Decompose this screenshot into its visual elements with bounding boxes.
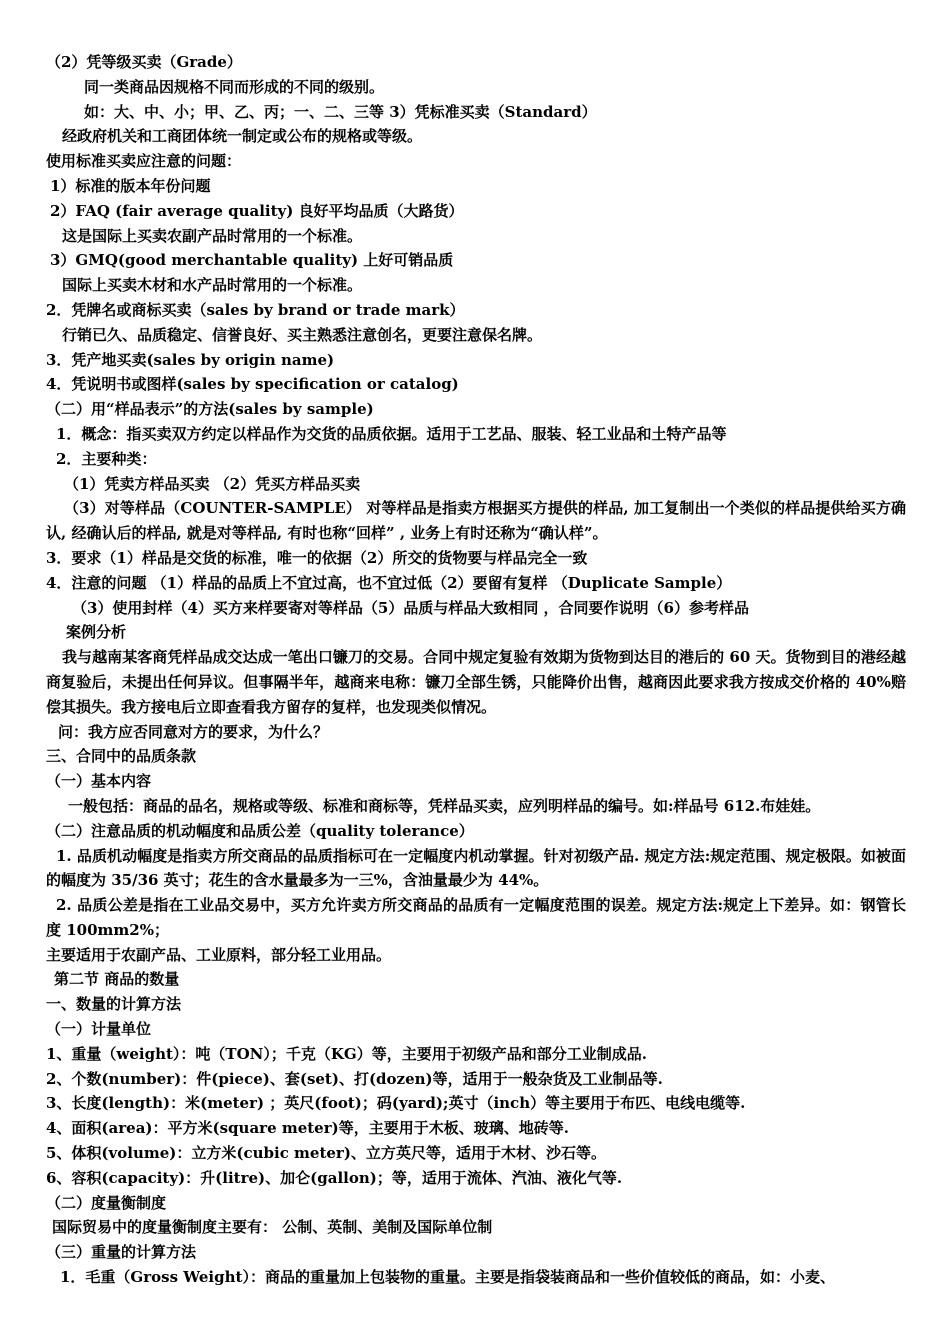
text-line: 3．要求（1）样品是交货的标准，唯一的依据（2）所交的货物要与样品完全一致: [46, 548, 588, 567]
text-line: 2. 品质公差是指在工业品交易中，买方允许卖方所交商品的品质有一定幅度范围的误差。规定方法:规定上下差异。如：钢管长度 100mm2%；: [46, 896, 906, 939]
text-line: 1、重量（weight）：吨（TON）；千克（KG）等，主要用于初级产品和部分工业制成品.: [46, 1044, 647, 1063]
text-line: （一）基本内容: [46, 772, 152, 791]
text-line: 主要适用于农副产品、工业原料，部分轻工业用品。: [46, 945, 392, 964]
text-line: （3）使用封样（4）买方来样要寄对等样品（5）品质与样品大致相同 ，合同要作说明（6）参考样品: [72, 598, 749, 617]
text-line: 4．注意的问题 （1）样品的品质上不宜过高，也不宜过低（2）要留有复样 （Duplicate Sample）: [46, 573, 732, 592]
text-line: 2）FAQ (fair average quality) 良好平均品质（大路货）: [50, 201, 464, 220]
text-line: 3．凭产地买卖(sales by origin name): [46, 350, 335, 369]
text-line: 4、面积(area)：平方米(square meter)等，主要用于木板、玻璃、地砖等.: [46, 1119, 569, 1138]
text-line: （2）凭等级买卖（Grade）: [46, 53, 242, 71]
text-line: 案例分析: [66, 623, 127, 642]
text-line: （二）度量衡制度: [46, 1193, 167, 1212]
text-line: 1．毛重（Gross Weight）：商品的重量加上包装物的重量。主要是指袋装商品和一些价值较低的商品，如：小麦、: [60, 1268, 835, 1287]
text-line: 经政府机关和工商团体统一制定或公布的规格或等级。: [62, 127, 423, 146]
text-line: 1．概念：指买卖双方约定以样品作为交货的品质依据。适用于工艺品、服装、轻工业品和土特产品等: [56, 424, 727, 443]
text-line: 6、容积(capacity)：升(litre)、加仑(gallon)；等，适用于流体、汽油、液化气等.: [46, 1168, 623, 1187]
text-line: 2．主要种类：: [56, 449, 157, 468]
text-line: 国际贸易中的度量衡制度主要有： 公制、英制、美制及国际单位制: [52, 1218, 493, 1237]
text-line: 国际上买卖木材和水产品时常用的一个标准。: [62, 276, 363, 295]
text-line: 3）GMQ(good merchantable quality) 上好可销品质: [50, 251, 454, 270]
text-line: （1）凭卖方样品买卖 （2）凭买方样品买卖: [64, 474, 361, 493]
text-line: 1. 品质机动幅度是指卖方所交商品的品质指标可在一定幅度内机动掌握。针对初级产品. 规定方法:规定范围、规定极限。如被面的幅度为 35/36 英寸；花生的含水量最多为一三%，含油量最少为 44%。: [46, 846, 906, 890]
text-line: 这是国际上买卖农副产品时常用的一个标准。: [62, 226, 363, 245]
text-line: 如：大、中、小；甲、乙、丙；一、二、三等 3）凭标准买卖（Standard）: [84, 102, 597, 121]
text-line: 4．凭说明书或图样(sales by specification or catalog): [46, 375, 459, 394]
text-line: 问：我方应否同意对方的要求，为什么？: [58, 722, 329, 741]
text-line: 1）标准的版本年份问题: [50, 176, 211, 195]
text-line: 一般包括：商品的品名，规格或等级、标准和商标等，凭样品买卖，应列明样品的编号。如:样品号 612.布娃娃。: [68, 796, 821, 815]
text-line: 2．凭牌名或商标买卖（sales by brand or trade mark）: [46, 300, 465, 319]
text-line: 2、个数(number)：件(piece)、套(set)、打(dozen)等，适用于一般杂货及工业制品等.: [46, 1069, 663, 1088]
text-line: 3、长度(length)：米(meter) ；英尺(foot)；码(yard);英寸（inch）等主要用于布匹、电线电缆等.: [46, 1094, 746, 1113]
text-line: （一）计量单位: [46, 1020, 152, 1039]
text-line: 同一类商品因规格不同而形成的不同的级别。: [84, 77, 385, 96]
text-line: （二）注意品质的机动幅度和品质公差（quality tolerance）: [46, 821, 474, 840]
document-body: [46, 50, 906, 1290]
text-line: 使用标准买卖应注意的问题：: [46, 152, 242, 171]
text-line: （三）重量的计算方法: [46, 1243, 197, 1262]
text-line: 三、合同中的品质条款: [46, 747, 197, 766]
text-line: 第二节 商品的数量: [54, 970, 180, 989]
text-line: （二）用“样品表示”的方法(sales by sample): [46, 400, 374, 419]
text-line: 一、数量的计算方法: [46, 995, 182, 1014]
text-line: 5、体积(volume)：立方米(cubic meter)、立方英尺等，适用于木材、沙石等。: [46, 1144, 606, 1163]
text-line: 我与越南某客商凭样品成交达成一笔出口镰刀的交易。合同中规定复验有效期为货物到达目的港后的 60 天。货物到目的港经越商复验后，未提出任何异议。但事隔半年，越商来电称：镰刀全部生锈，只能降价出售，越商因此要求我方按成交价格的 40%赔偿其损失。我方接电后立即查看我方留存的复样，也发现类似情况。: [46, 648, 906, 716]
text-line: 行销已久、品质稳定、信誉良好、买主熟悉注意创名，更要注意保名牌。: [62, 325, 543, 344]
text-line: （3）对等样品（COUNTER-SAMPLE） 对等样品是指卖方根据买方提供的样品, 加工复制出一个类似的样品提供给买方确认, 经确认后的样品, 就是对等样品, 有时也称“回样” , 业务上有时还称为“确认样”。: [46, 499, 906, 543]
